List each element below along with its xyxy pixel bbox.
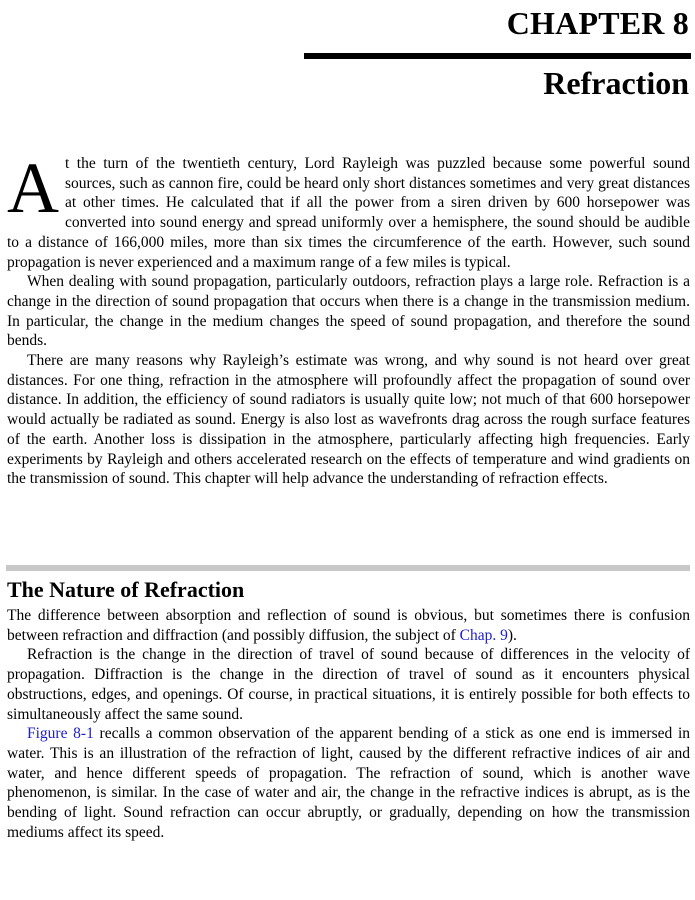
drop-cap: A — [7, 148, 59, 228]
chapter-rule — [304, 53, 691, 59]
chapter-label: CHAPTER 8 — [506, 5, 689, 41]
section-paragraph-2: Refraction is the change in the direction of travel of sound because of differences in the velocity of propagation. Diffraction is the change in the direction of travel of sound as it encounters physical obstructions, edges, and openings. Of course, in practical situations, it is entirely possible for both effects to simultaneously affect the same sound. — [7, 646, 690, 723]
section-heading: The Nature of Refraction — [7, 577, 245, 602]
section-paragraph-3 — [7, 724, 690, 842]
section-nature-of-refraction — [7, 576, 690, 842]
intro-paragraph-2: When dealing with sound propagation, particularly outdoors, refraction plays a large role. Refraction is a change in the direction of sound propagation that occurs when there is a change in the transmission medium. In particular, the change in the medium changes the speed of sound propagation, and therefore the sound bends. — [7, 273, 690, 350]
chapter-title: Refraction — [543, 65, 689, 101]
section-paragraph-3-text: recalls a common observation of the apparent bending of a stick as one end is immersed in water. This is an illustration of the refraction of light, caused by the different refractive indices of air and water, and hence different speeds of propagation. The refraction of sound, which is another wave phenomenon, is similar. In the case of water and air, the change in the refractive indices is abrupt, as is the bending of light. Sound refraction can occur abruptly, or gradually, depending on how the transmission mediums affect its speed. — [7, 725, 691, 841]
section-rule — [6, 565, 690, 571]
intro-paragraph-1: t the turn of the twentieth century, Lord Rayleigh was puzzled because some powerful sound sources, such as cannon fire, could be heard only short distances sometimes and very great distances at other times. He calculated that if all the power from a siren driven by 600 horsepower was converted into sound energy and spread uniformly over a hemisphere, the sound should be audible to a distance of 166,000 miles, more than six times the circumference of the earth. However, such sound propagation is never experienced and a maximum range of a few miles is typical. — [7, 155, 690, 271]
section-paragraph-1-end: ). — [507, 626, 517, 644]
intro-paragraph-3: There are many reasons why Rayleigh’s estimate was wrong, and why sound is not heard over great distances. For one thing, refraction in the atmosphere will profoundly affect the propagation of sound over distance. In addition, the efficiency of sound radiators is usually quite low; not much of that 600 horsepower would actually be radiated as sound. Energy is also lost as wavefronts drag across the rough surface features of the earth. Another loss is dissipation in the atmosphere, particularly affecting high frequencies. Early experiments by Rayleigh and others accelerated research on the effects of temperature and wind gradients on the transmission of sound. This chapter will help advance the understanding of refraction effects. — [7, 352, 690, 488]
section-paragraph-1-text: The difference between absorption and reflection of sound is obvious, but sometimes there is confusion between refraction and diffraction (and possibly diffusion, the subject of — [7, 607, 690, 644]
section-paragraph-1 — [7, 606, 690, 645]
chapter-9-link[interactable]: Chap. 9 — [459, 626, 508, 644]
figure-8-1-link[interactable]: Figure 8-1 — [27, 725, 94, 743]
intro-text — [7, 148, 690, 489]
